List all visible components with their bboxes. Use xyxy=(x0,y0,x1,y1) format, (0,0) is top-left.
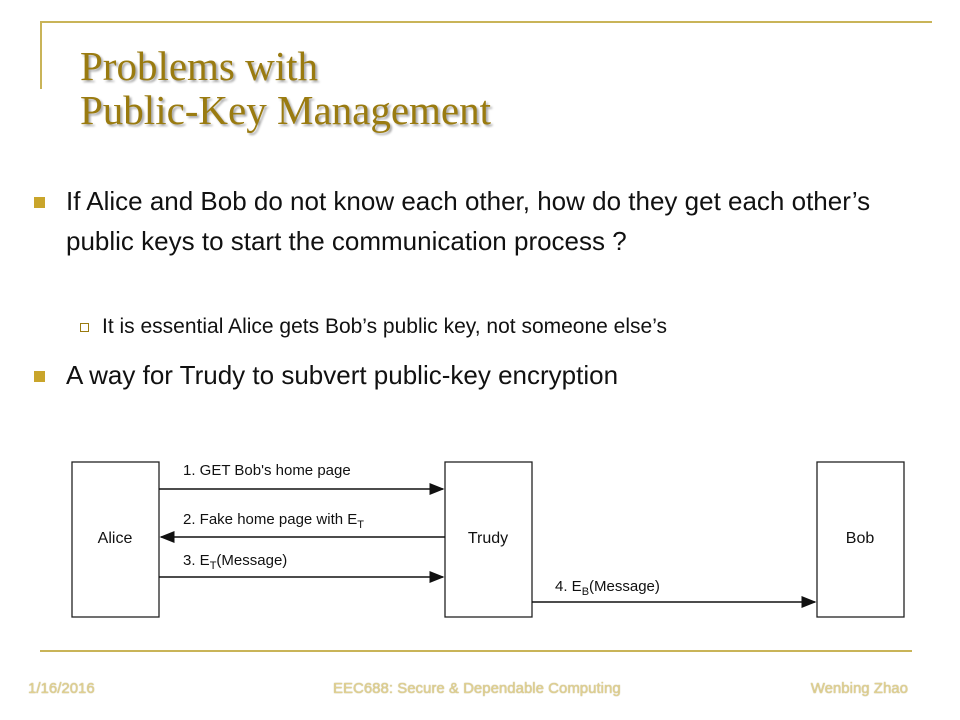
footer-author: Wenbing Zhao xyxy=(810,680,908,697)
trudy-label: Trudy xyxy=(467,530,509,547)
msg-4-sub: B xyxy=(581,586,590,598)
msg-4-label xyxy=(555,578,660,598)
msg-1-label: 1. GET Bob's home page xyxy=(183,462,351,479)
footer-date: 1/16/2016 xyxy=(28,680,95,697)
msg-4-prefix: 4. E xyxy=(555,578,582,595)
msg-4-suffix: (Message) xyxy=(589,578,660,595)
msg-3-label xyxy=(183,552,287,572)
alice-label: Alice xyxy=(97,530,133,547)
msg-3-suffix: (Message) xyxy=(216,552,288,569)
bullet-2-text: A way for Trudy to subvert public-key encryption xyxy=(66,360,619,390)
title-line-2: Public-Key Management xyxy=(80,87,492,133)
msg-2-prefix: 2. Fake home page with E xyxy=(183,511,358,528)
msg-2-sub: T xyxy=(357,519,364,531)
sub-bullet-text: It is essential Alice gets Bob’s public key, not someone else’s xyxy=(102,315,667,338)
footer-course: EEC688: Secure & Dependable Computing xyxy=(333,680,621,697)
footer-line xyxy=(40,650,912,652)
bob-label: Bob xyxy=(845,530,875,547)
msg-2-label xyxy=(183,511,364,531)
title-line-1: Problems with xyxy=(80,43,319,89)
msg-3-prefix: 3. E xyxy=(183,552,210,569)
msg-3-sub: T xyxy=(209,560,217,572)
bullet-1-text: If Alice and Bob do not know each other, how do they get each other’s public keys to start the communication process ? xyxy=(66,186,871,256)
